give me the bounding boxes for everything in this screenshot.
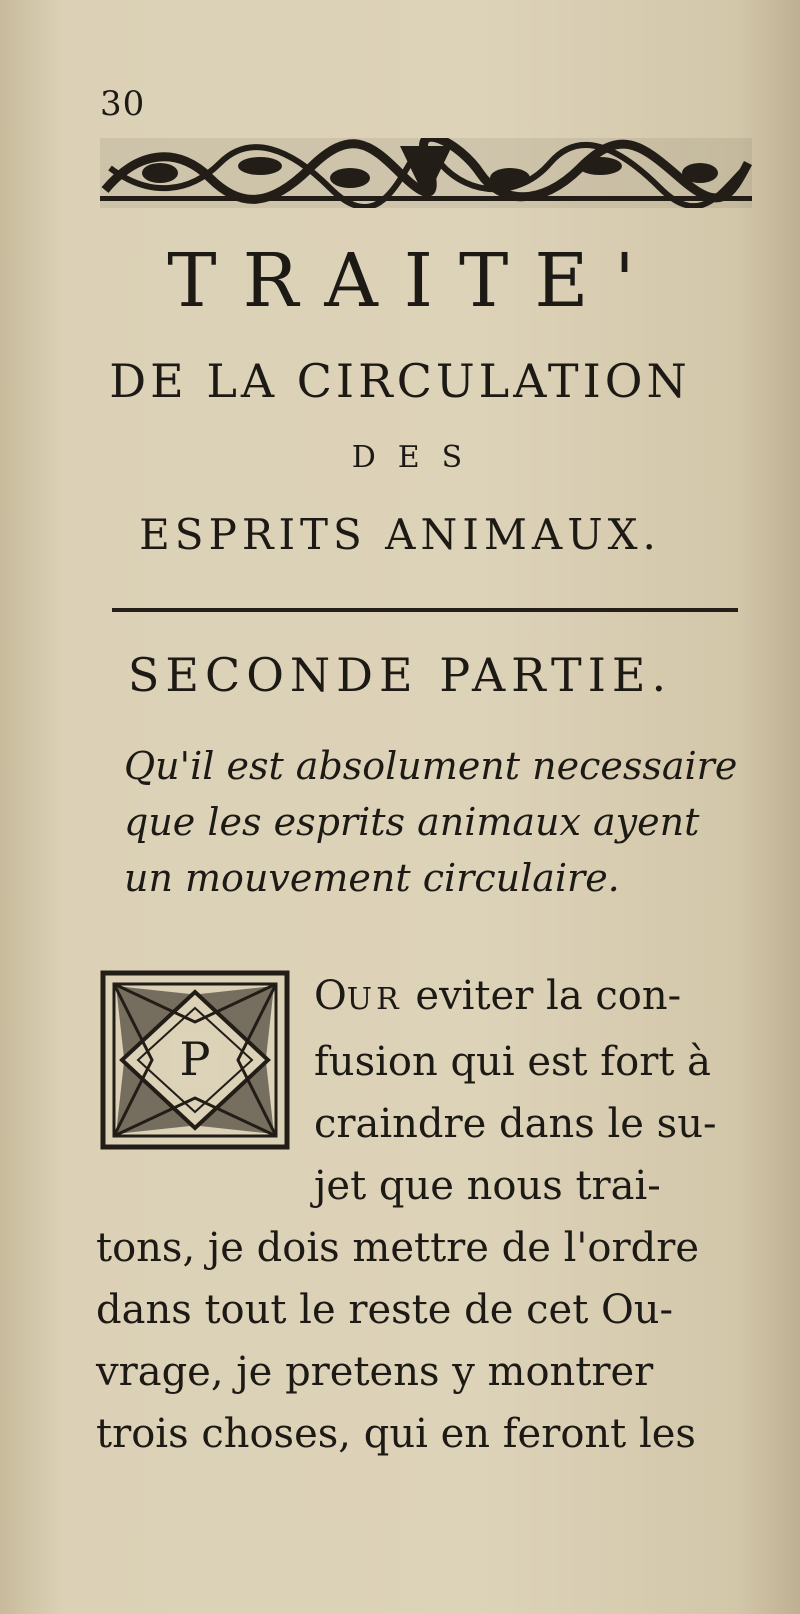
body-line-7: vrage, je pretens y montrer (96, 1349, 654, 1395)
subtitle-line-3: ESPRITS ANIMAUX. (139, 510, 661, 559)
body-line-1-rest: eviter la con- (415, 973, 682, 1019)
summary-line-3: un mouvement circulaire. (124, 856, 620, 900)
body-line-1 (96, 965, 756, 1031)
section-title: SECONDE PARTIE. (127, 648, 673, 702)
drop-cap-letter: P (179, 1032, 211, 1086)
first-word-cap: O (314, 973, 347, 1019)
horizontal-rule (112, 608, 738, 612)
body-line-3: craindre dans le su- (314, 1101, 717, 1147)
first-word-rest: UR (346, 982, 403, 1017)
body-line-4: jet que nous trai- (314, 1163, 661, 1209)
main-title: TRAITE' (167, 238, 661, 324)
section-summary (124, 738, 764, 906)
summary-line-1: Qu'il est absolument necessaire (124, 744, 738, 788)
body-line-2: fusion qui est fort à (314, 1039, 711, 1085)
body-text (96, 965, 756, 1465)
page-number: 30 (100, 84, 146, 124)
subtitle-line-1: DE LA CIRCULATION (109, 354, 691, 408)
decorative-headpiece-ornament (100, 138, 752, 208)
body-line-6: dans tout le reste de cet Ou- (96, 1287, 674, 1333)
subtitle-line-2: DES (351, 440, 485, 475)
body-line-8: trois choses, qui en feront les (96, 1411, 696, 1457)
body-line-5: tons, je dois mettre de l'ordre (96, 1225, 700, 1271)
summary-line-2: que les esprits animaux ayent (124, 800, 700, 844)
